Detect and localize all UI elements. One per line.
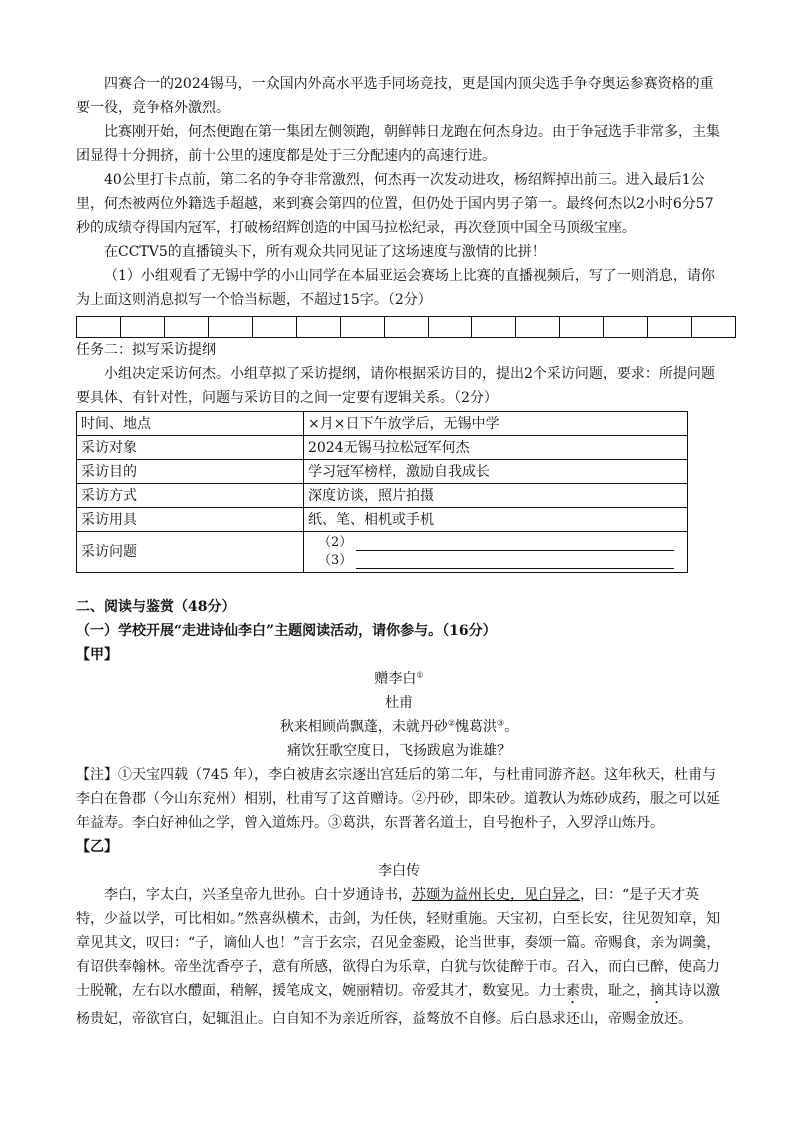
answer-cell[interactable] bbox=[428, 316, 472, 338]
passage-label-yi: 【乙】 bbox=[76, 839, 118, 855]
table-key: 采访目的 bbox=[77, 460, 304, 484]
table-value: 学习冠军榜样，激励自我成长 bbox=[304, 460, 688, 484]
article-paragraph-1: 四赛合一的2024锡马，一众国内外高水平选手同场竞技，更是国内顶尖选手争夺奥运参赛资格的重要一役，竞争格外激烈。 bbox=[76, 76, 714, 116]
note-marker: ① bbox=[416, 670, 424, 680]
answer-cell[interactable] bbox=[296, 316, 340, 338]
bio-text: 其诗以激杨贵妃，帝欲官白，妃辄沮止。白自知不为亲近所容，益骜放不自修。后白恳求还山，帝赐金放还。 bbox=[76, 983, 720, 1027]
answer-blank[interactable] bbox=[356, 554, 674, 569]
table-key: 采访方式 bbox=[77, 484, 304, 508]
interview-plan-table bbox=[76, 411, 688, 573]
answer-cell[interactable] bbox=[252, 316, 296, 338]
underlined-sentence: 苏颋为益州长史，见白异之 bbox=[412, 887, 580, 903]
question-number: （2） bbox=[318, 535, 353, 550]
answer-cell[interactable] bbox=[164, 316, 208, 338]
table-row bbox=[77, 460, 688, 484]
answer-blank[interactable] bbox=[356, 536, 674, 551]
table-row bbox=[77, 412, 688, 436]
answer-grid[interactable] bbox=[76, 316, 736, 338]
poem-title bbox=[76, 667, 722, 691]
answer-cell[interactable] bbox=[691, 316, 736, 338]
table-row bbox=[77, 484, 688, 508]
article-paragraph-4: 在CCTV5的直播镜头下，所有观众共同见证了这场速度与激情的比拼！ bbox=[104, 244, 546, 260]
task-2-title: 任务二：拟写采访提纲 bbox=[76, 342, 216, 358]
table-value: ×月×日下午放学后，无锡中学 bbox=[304, 412, 688, 436]
biography-title: 李白传 bbox=[378, 863, 420, 879]
bio-text: 李白，字太白，兴圣皇帝九世孙。白十岁通诗书， bbox=[104, 887, 412, 903]
answer-cell[interactable] bbox=[384, 316, 428, 338]
exam-page bbox=[76, 72, 722, 1031]
table-key: 时间、地点 bbox=[77, 412, 304, 436]
answer-cell[interactable] bbox=[208, 316, 252, 338]
task-2-description: 小组决定采访何杰。小组草拟了采访提纲，请你根据采访目的，提出2个采访问题，要求：所提问题要具体、有针对性，问题与采访目的之间一定要有逻辑关系。（2分） bbox=[76, 366, 715, 406]
passage-label-jia: 【甲】 bbox=[76, 647, 118, 663]
answer-cell[interactable] bbox=[603, 316, 647, 338]
emphasized-character: 摘 bbox=[650, 983, 664, 999]
question-1: （1）小组观看了无锡中学的小山同学在本届亚运会赛场上比赛的直播视频后，写了一则消息，请你为上面这则消息拟写一个恰当标题，不超过15字。（2分） bbox=[76, 268, 715, 308]
table-key: 采访对象 bbox=[77, 436, 304, 460]
table-key: 采访问题 bbox=[77, 532, 304, 573]
answer-cell[interactable] bbox=[120, 316, 164, 338]
answer-cell[interactable] bbox=[76, 316, 120, 338]
question-line-3 bbox=[318, 552, 683, 570]
answer-cell[interactable] bbox=[340, 316, 384, 338]
table-row bbox=[77, 532, 688, 573]
question-line-2 bbox=[318, 534, 683, 552]
answer-cell[interactable] bbox=[515, 316, 559, 338]
question-number: （3） bbox=[318, 553, 353, 568]
poem-title-text: 赠李白 bbox=[374, 671, 417, 687]
table-key: 采访用具 bbox=[77, 508, 304, 532]
article-paragraph-2: 比赛刚开始，何杰便跑在第一集团左侧领跑，朝鲜韩日龙跑在何杰身边。由于争冠选手非常多，主集团显得十分拥挤，前十公里的速度都是处于三分配速内的高速行进。 bbox=[76, 124, 720, 164]
bio-text: ，曰：“是子天才英特，少益以学，可比相如。”然喜纵横术，击剑，为任侠，轻财重施。天宝初，白至长安，往见贺知章，知章见其文，叹曰：“子，谪仙人也！”言于玄宗，召见金銮殿，论当世事，奏颂一篇。帝赐食，亲为调羹，有诏供奉翰林。帝坐沈香亭子，意有所感，欲得白为乐章，白犹与饮徒醉于市。召入，而白已醉，使高力士脱靴，左右以水醴面，稍解，援笔成文，婉丽精切。帝爱其才，数宴见。力士 bbox=[76, 887, 721, 999]
biography-text bbox=[76, 883, 722, 1031]
poem-note: 【注】①天宝四载（745 年），李白被唐玄宗逐出宫廷后的第二年，与杜甫同游齐赵。这年秋天，杜甫与李白在鲁郡（今山东兖州）相别，杜甫写了这首赠诗。②丹砂，即朱砂。道教认为炼砂成药，服之可以延年益寿。李白好神仙之学，曾入道炼丹。③葛洪，东晋著名道士，自号抱朴子，入罗浮山炼丹。 bbox=[76, 767, 720, 831]
table-row bbox=[77, 508, 688, 532]
table-value: 2024无锡马拉松冠军何杰 bbox=[304, 436, 688, 460]
table-value: 深度访谈，照片拍摄 bbox=[304, 484, 688, 508]
poem-author: 杜甫 bbox=[385, 695, 413, 711]
answer-cell[interactable] bbox=[647, 316, 691, 338]
poem-line-2: 痛饮狂歌空度日，飞扬跋扈为谁雄？ bbox=[287, 743, 511, 759]
poem-text: 愧葛洪 bbox=[455, 719, 497, 735]
poem-text: 。 bbox=[504, 719, 519, 735]
emphasized-character: 素 bbox=[566, 983, 580, 999]
answer-cell[interactable] bbox=[559, 316, 603, 338]
poem-text: 秋来相顾尚飘蓬，未就丹砂 bbox=[279, 719, 448, 735]
section-title: 二、阅读与鉴赏（48分） bbox=[76, 599, 236, 615]
poem-line-1 bbox=[76, 715, 722, 739]
answer-cell[interactable] bbox=[471, 316, 515, 338]
subsection-title: （一）学校开展“走进诗仙李白”主题阅读活动，请你参与。（16分） bbox=[76, 623, 497, 639]
bio-text: 贵，耻之， bbox=[580, 983, 650, 999]
table-row bbox=[77, 436, 688, 460]
question-answers bbox=[304, 532, 688, 573]
note-marker: ③ bbox=[497, 718, 505, 728]
table-value: 纸、笔、相机或手机 bbox=[304, 508, 688, 532]
article-paragraph-3: 40公里打卡点前，第二名的争夺非常激烈，何杰再一次发动进攻，杨绍辉掉出前三。进入最后1公里，何杰被两位外籍选手超越，来到赛会第四的位置，但仍处于国内男子第一。最终何杰以2小时6分57秒的成绩夺得国内冠军，打破杨绍辉创造的中国马拉松纪录，再次登顶中国全马顶级宝座。 bbox=[76, 172, 714, 236]
note-marker: ② bbox=[447, 718, 455, 728]
